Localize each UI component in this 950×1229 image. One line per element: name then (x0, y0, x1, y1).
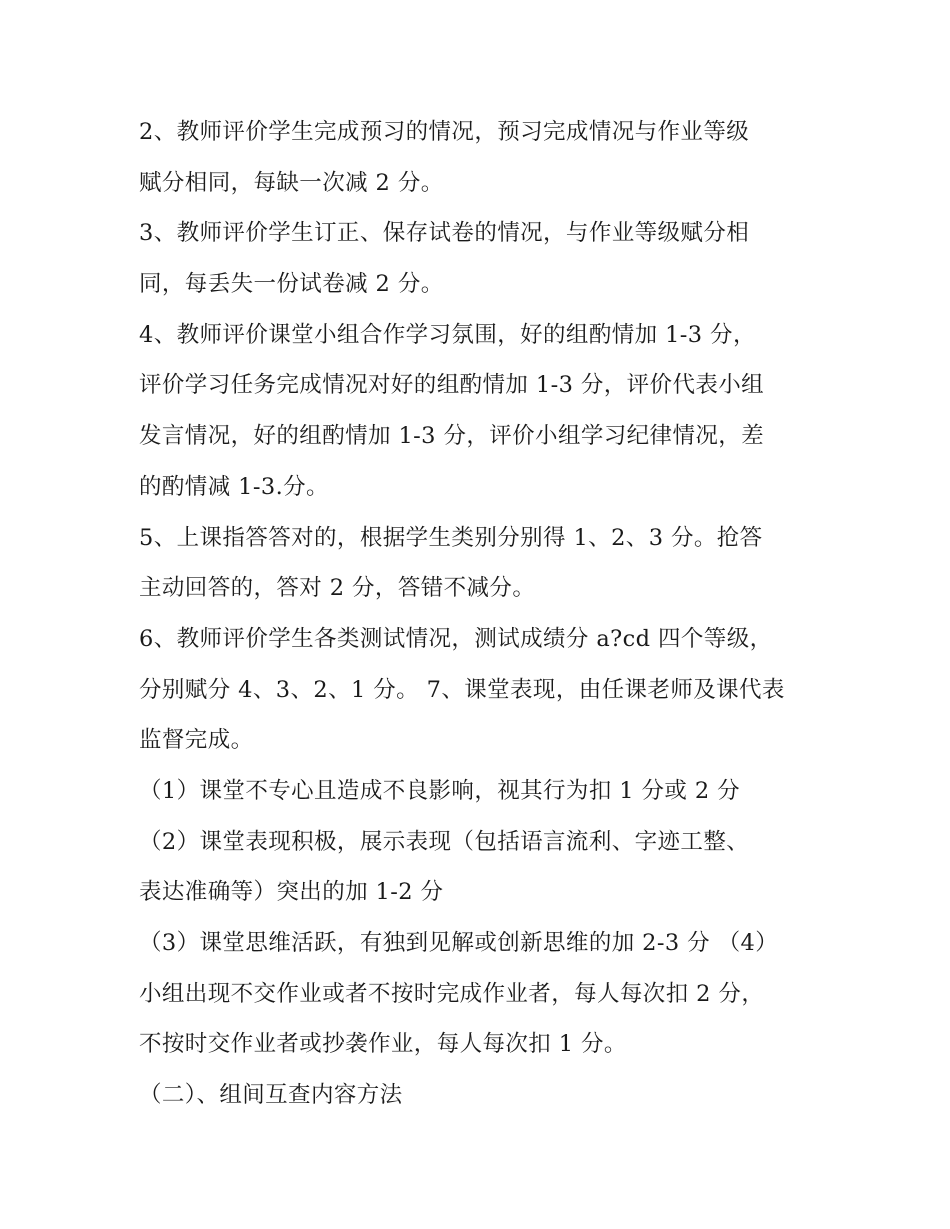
text-line: 发言情况，好的组酌情加 1-3 分，评价小组学习纪律情况，差 (139, 423, 765, 450)
text-line: 主动回答的，答对 2 分，答错不减分。 (139, 575, 536, 602)
text-line: 同，每丢失一份试卷减 2 分。 (139, 271, 444, 298)
text-line: 小组出现不交作业或者不按时完成作业者，每人每次扣 2 分， (139, 980, 765, 1007)
text-line: 赋分相同，每缺一次减 2 分。 (139, 169, 444, 196)
text-line: （1）课堂不专心且造成不良影响，视其行为扣 1 分或 2 分 (139, 777, 741, 804)
document-body (139, 107, 819, 1121)
text-line: （3）课堂思维活跃，有独到见解或创新思维的加 2-3 分 （4） (139, 930, 779, 956)
text-line: 监督完成。 (139, 727, 254, 754)
text-line: （2）课堂表现积极，展示表现（包括语言流利、字迹工整、 (139, 828, 750, 855)
text-line: 分别赋分 4、3、2、1 分。 7、课堂表现，由任课老师及课代表 (139, 676, 785, 703)
text-line: 2、教师评价学生完成预习的情况，预习完成情况与作业等级 (139, 119, 750, 145)
text-line: 不按时交作业者或抄袭作业，每人每次扣 1 分。 (139, 1031, 627, 1058)
text-line: 的酌情减 1-3.分。 (139, 473, 329, 500)
section-heading: （二）、组间互查内容方法 (139, 1082, 403, 1109)
text-line: 3、教师评价学生订正、保存试卷的情况，与作业等级赋分相 (139, 220, 750, 247)
text-line: 5、上课指答答对的，根据学生类别分别得 1、2、3 分。抢答 (139, 524, 763, 551)
text-line: 表达准确等）突出的加 1-2 分 (139, 879, 444, 906)
text-line: 评价学习任务完成情况对好的组酌情加 1-3 分，评价代表小组 (139, 372, 765, 399)
text-line: 4、教师评价课堂小组合作学习氛围，好的组酌情加 1-3 分， (139, 321, 756, 348)
text-line: 6、教师评价学生各类测试情况，测试成绩分 a?cd 四个等级， (139, 625, 773, 652)
